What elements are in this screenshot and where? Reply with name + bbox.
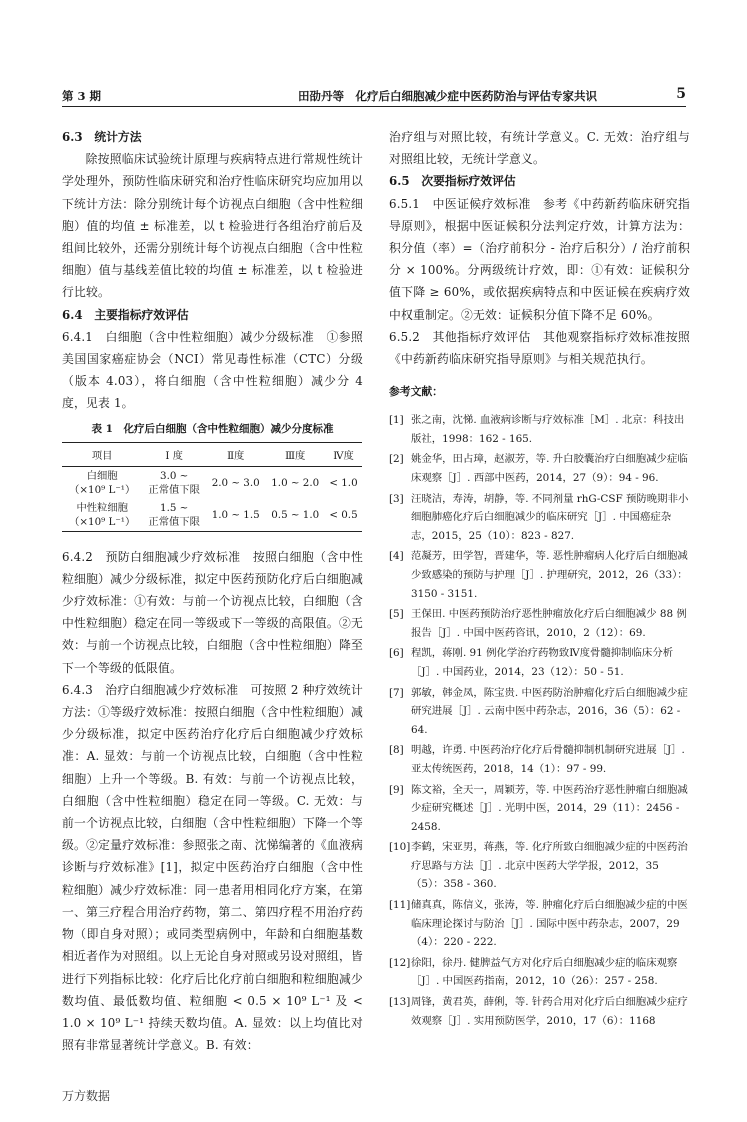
table-cell-item: 白细胞 （×10⁹ L⁻¹）: [69, 469, 136, 496]
table-row: [62, 466, 362, 499]
section-heading-6-3: 6.3 统计方法: [62, 130, 142, 144]
reference-list: [389, 411, 690, 1030]
paragraph-6-4-1: 6.4.1 白细胞（含中性粒细胞）减少分级标准 ①参照美国国家癌症协会（NCI）常见毒性标准（CTC）分级（版本 4.03），将白细胞（含中性粒细胞）减少分 4 度，见表 1。: [62, 329, 363, 411]
paragraph-continued: 治疗组与对照比较，有统计学意义。C. 无效：治疗组与对照组比较，无统计学意义。: [389, 130, 690, 167]
grading-table: [62, 442, 362, 532]
table-cell: 0.5 ~ 1.0: [265, 499, 325, 532]
running-header: [62, 86, 686, 107]
reference-item: [8] 明越，许勇. 中医药治疗化疗后骨髓抑制机制研究进展［J］. 亚太传统医药，2018，14（1）：97 - 99.: [389, 744, 685, 775]
reference-item: [6] 程凯，蒋刚. 91 例化学治疗药物致Ⅳ度骨髓抑制临床分析［J］. 中国药业，2014，23（12）：50 - 51.: [389, 647, 674, 678]
reference-item: [4] 范凝芳，田学智，晋建华，等. 恶性肿瘤病人化疗后白细胞减少致感染的预防与护理［J］. 护理研究，2012，26（33）：3150 - 3151.: [389, 550, 688, 600]
table-cell-item: 中性粒细胞 （×10⁹ L⁻¹）: [62, 499, 142, 532]
table-cell: 2.0 ~ 3.0: [211, 476, 260, 489]
footer-watermark: 万方数据: [62, 1089, 111, 1103]
paragraph-6-5-1: 6.5.1 中医证候疗效标准 参考《中药新药临床研究指导原则》，根据中医证候积分法判定疗效，计算方法为：积分值（率）=（治疗前积分 - 治疗后积分）/ 治疗前积分 × 100%。分两级统计疗效，即：①有效：证候积分值下降 ≥ 60%，或依据疾病特点和中医证候在疾病疗效中权重制定。②无效：证候积分值下降不足 60%。: [389, 196, 690, 322]
references-heading: 参考文献：: [389, 385, 443, 399]
table-header: Ⅳ度: [325, 442, 362, 466]
reference-item: [12] 徐阳，徐丹. 健脾益气方对化疗后白细胞减少症的临床观察［J］. 中国医药指南，2012，10（26）：257 - 258.: [389, 956, 678, 988]
paragraph-6-4-3: 6.4.3 治疗白细胞减少疗效标准 可按照 2 种疗效统计方法：①等级疗效标准：按照白细胞（含中性粒细胞）减少分级标准，拟定中医药治疗化疗后白细胞减少疗效标准：A. 显效：与前一个访视点比较，白细胞（含中性粒细胞）上升一个等级。B. 有效：与前一个访视点比较，白细胞（含中性粒细胞）稳定在同一等级。C. 无效：与前一个访视点比较，白细胞（含中性粒细胞）下降一个等级。②定量疗效标准：参照张之南、沈悌编著的《血液病诊断与疗效标准》[1]，拟定中医药治疗白细胞（含中性粒细胞）减少疗效标准：同一患者用相同化疗方案，在第一、第三疗程合用治疗药物，第二、第四疗程不用治疗药物（即自身对照）；或同类型病例中，年龄和白细胞基数相近者作为对照组。以上无论自身对照或另设对照组，皆进行下列指标比较：化疗后比化疗前白细胞和粒细胞减少数均值、最低数均值、粒细胞 < 0.5 × 10⁹ L⁻¹ 及 < 1.0 × 10⁹ L⁻¹ 持续天数均值。A. 显效：以上均值比对照有非常显著统计学意义。B. 有效：: [62, 682, 363, 1053]
reference-item: [5] 王保田. 中医药预防治疗恶性肿瘤放化疗后白细胞减少 88 例报告［J］. 中国中医药咨讯，2010，2（12）：69.: [389, 608, 687, 639]
section-heading-6-5: 6.5 次要指标疗效评估: [389, 174, 516, 189]
reference-item: [1] 张之南，沈悌. 血液病诊断与疗效标准［M］. 北京：科技出版社，1998：162 - 165.: [389, 414, 685, 445]
table-cell: 1.5 ~ 正常值下限: [142, 499, 206, 532]
reference-item: [2] 姚金华，田占璋，赵淑芳，等. 升白胶囊治疗白细胞减少症临床观察［J］. 西部中医药，2014，27（9）：94 - 96.: [389, 453, 688, 485]
table-header: Ⅱ度: [206, 442, 266, 466]
reference-item: [3] 汪晓洁，寿涛，胡静，等. 不同剂量 rhG-CSF 预防晚期非小细胞肺癌化疗后白细胞减少的临床研究［J］. 中国癌症杂志，2015，25（10）：823 - 827.: [389, 492, 689, 542]
paragraph-6-5-2: 6.5.2 其他指标疗效评估 其他观察指标疗效标准按照《中药新药临床研究指导原则》与相关规范执行。: [389, 329, 690, 367]
page-number: 5: [676, 86, 686, 102]
table-cell: 3.0 ~ 正常值下限: [148, 469, 200, 496]
table-header: Ⅲ度: [265, 442, 325, 466]
table-row: [62, 499, 362, 532]
table-header: I 度: [142, 442, 206, 466]
table-cell: < 0.5: [325, 499, 362, 532]
table-header-row: [62, 442, 362, 466]
running-title: 田劭丹等 化疗后白细胞减少症中医药防治与评估专家共识: [298, 89, 597, 103]
reference-item: [13] 周锋，黄君英，薛俐，等. 针药合用对化疗后白细胞减少症疗效观察［J］. 实用预防医学，2010，17（6）：1168: [389, 996, 688, 1027]
paragraph-statistics: 除按照临床试验统计原理与疾病特点进行常规性统计学处理外，预防性临床研究和治疗性临床研究均应加用以下统计方法：除分别统计每个访视点白细胞（含中性粒细胞）值的均值 ± 标准差，以 t 检验进行各组治疗前后及组间比较外，还需分别统计每个访视点白细胞（含中性粒细胞）值与基线差值比较的均值 ± 标准差，以 t 检验进行比较。: [62, 152, 363, 300]
table-cell: < 1.0: [329, 476, 358, 489]
reference-item: [11] 储真真，陈信义，张涛，等. 肿瘤化疗后白细胞减少症的中医临床理论探讨与防治［J］. 国际中医中药杂志，2007，29（4）：220 - 222.: [389, 899, 688, 949]
reference-item: [10] 李鹤，宋亚男，蒋燕，等. 化疗所致白细胞减少症的中医药治疗思路与方法［J］. 北京中医药大学学报，2012，35（5）：358 - 360.: [389, 841, 688, 891]
left-column: [62, 126, 363, 1056]
table-caption: 表 1 化疗后白细胞（含中性粒细胞）减少分度标准: [91, 422, 334, 435]
table-cell: 1.0 ~ 2.0: [271, 476, 320, 489]
issue-label: 第 3 期: [62, 89, 102, 103]
table-cell: 1.0 ~ 1.5: [206, 499, 266, 532]
right-column: [389, 126, 690, 1032]
section-heading-6-4: 6.4 主要指标疗效评估: [62, 307, 189, 322]
reference-item: [7] 郭敏，韩金凤，陈宝贵. 中医药防治肿瘤化疗后白细胞减少症研究进展［J］. 云南中医中药杂志，2016，36（5）：62 - 64.: [389, 686, 688, 736]
reference-item: [9] 陈文裕，全天一，周颖芳，等. 中医药治疗恶性肿瘤白细胞减少症研究概述［J］. 光明中医，2014，29（11）：2456 - 2458.: [389, 783, 688, 833]
table-header: 项目: [62, 442, 142, 466]
paragraph-6-4-2: 6.4.2 预防白细胞减少疗效标准 按照白细胞（含中性粒细胞）减少分级标准，拟定中医药预防化疗后白细胞减少疗效标准：①有效：与前一个访视点比较，白细胞（含中性粒细胞）稳定在同一等级或下一等级的高限值。②无效：与前一个访视点比较，白细胞（含中性粒细胞）降至下一个等级的低限值。: [62, 549, 363, 675]
